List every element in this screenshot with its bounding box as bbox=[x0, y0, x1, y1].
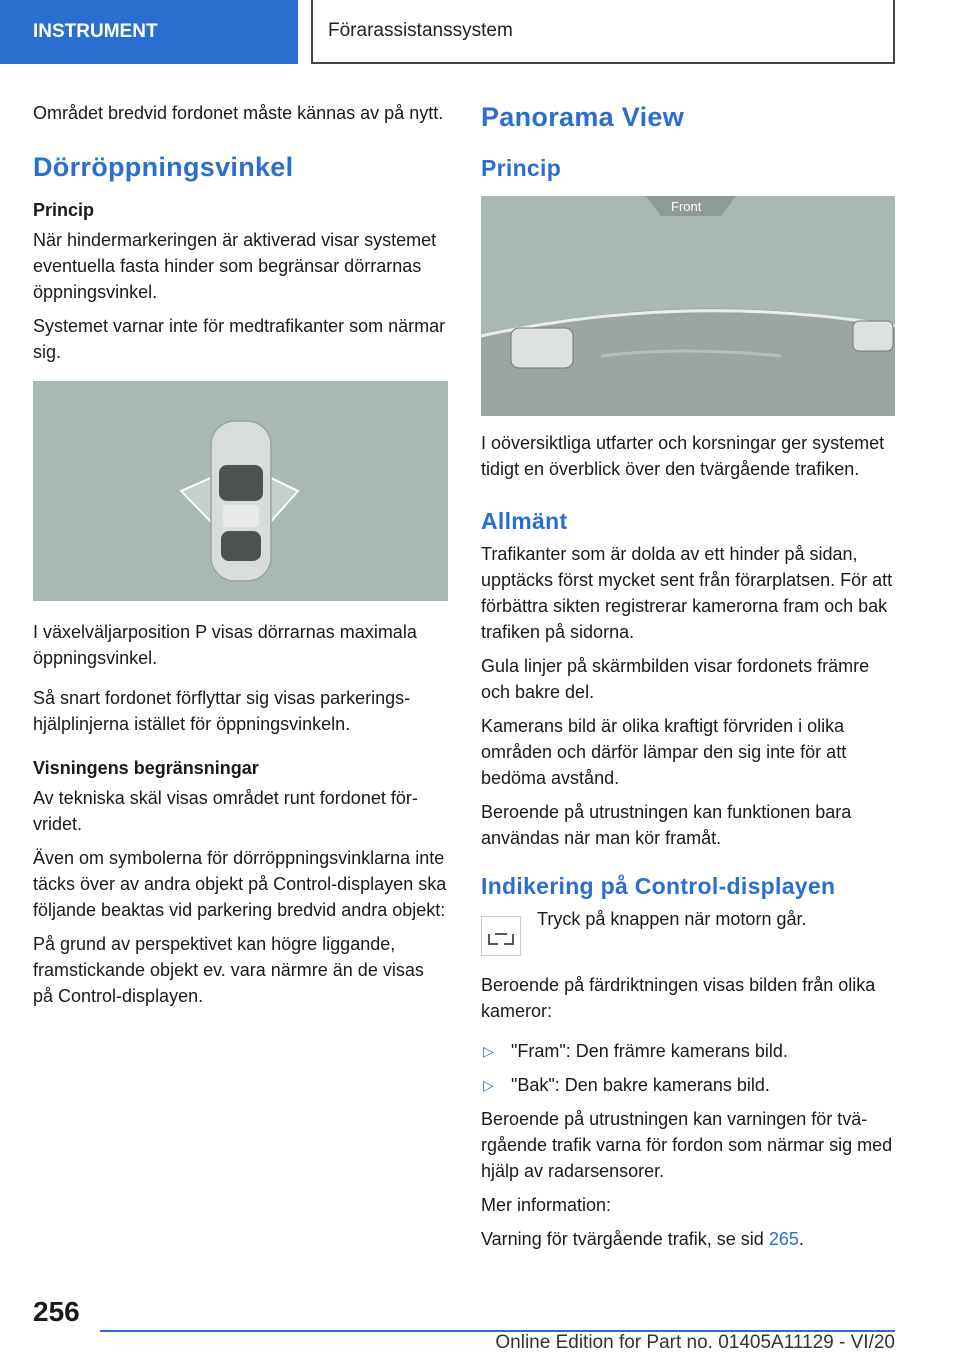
panorama-figure bbox=[481, 196, 895, 416]
left-column bbox=[33, 100, 448, 1017]
heading-panorama: Panorama View bbox=[481, 102, 684, 132]
paragraph: Gula linjer på skärmbilden visar fordonets främre och bakre del. bbox=[481, 656, 870, 702]
paragraph: Beroende på utrustningen kan funktionen bara användas när man kör framåt. bbox=[481, 802, 852, 848]
paragraph: Trafikanter som är dolda av ett hinder på sidan, upptäcks först mycket sent från förarplatsen. För att förbättra sikten registrerar kamerorna fram och bak trafiken på sidorna. bbox=[481, 544, 893, 642]
paragraph: Mer information: bbox=[481, 1195, 612, 1215]
paragraph: På grund av perspektivet kan högre liggande, framstickande objekt ev. vara närmre än de visas på Control-displayen. bbox=[33, 934, 424, 1006]
edition-text: Online Edition for Part no. 01405A11129 - VI/20 bbox=[495, 1332, 895, 1353]
chapter-title: Förarassistanssystem bbox=[328, 20, 513, 41]
intro-text: Området bredvid fordonet måste kännas av på nytt. bbox=[33, 103, 444, 123]
paragraph: Så snart fordonet förflyttar sig visas parkeringshjälplinjerna istället för öppningsvinkeln. bbox=[33, 688, 411, 734]
car-top-view-icon bbox=[33, 381, 448, 601]
heading-general: Allmänt bbox=[481, 508, 568, 534]
list-item bbox=[481, 1038, 895, 1064]
heading-principle: Princip bbox=[33, 200, 95, 220]
front-label: Front bbox=[671, 199, 702, 214]
chapter-header bbox=[311, 0, 895, 64]
paragraph: Systemet varnar inte för medtrafikanter som närmar sig. bbox=[33, 316, 446, 362]
paragraph: Beroende på utrustningen kan varningen för tvärgående trafik varna för fordon som närmar sig med hjälp av radarsensorer. bbox=[481, 1109, 893, 1181]
page-number: 256 bbox=[33, 1296, 80, 1327]
paragraph: I växelväljarposition P visas dörrarnas maximala öppningsvinkel. bbox=[33, 622, 417, 668]
camera-button-icon bbox=[481, 916, 521, 956]
bullet-text: "Bak": Den bakre kamerans bild. bbox=[511, 1075, 770, 1095]
right-column bbox=[481, 100, 895, 1260]
heading-principle-right: Princip bbox=[481, 155, 562, 181]
section-label: INSTRUMENT bbox=[33, 21, 158, 42]
paragraph: Även om symbolerna för dörröppningsvinklarna inte täcks över av andra objekt på Control-displayen ska följande beaktas vid parkering bredvid andra objekt: bbox=[33, 848, 447, 920]
page-link[interactable]: 265 bbox=[768, 1229, 799, 1249]
paragraph: I oöversiktliga utfarter och korsningar ger systemet tidigt en överblick över den tvärgående trafiken. bbox=[481, 433, 885, 479]
reference-text: Varning för tvärgående trafik, se sid bbox=[481, 1229, 769, 1249]
paragraph: Beroende på färdriktningen visas bilden från olika kameror: bbox=[481, 975, 876, 1021]
heading-door-angle: Dörröppningsvinkel bbox=[33, 152, 294, 182]
paragraph: Av tekniska skäl visas området runt fordonet förvridet. bbox=[33, 788, 418, 834]
panorama-camera-icon bbox=[481, 196, 895, 416]
reference-end: . bbox=[798, 1229, 804, 1249]
door-angle-figure bbox=[33, 381, 448, 601]
heading-display: Indikering på Control-displayen bbox=[481, 873, 836, 899]
bullet-arrow-icon: ▷ bbox=[483, 1077, 494, 1093]
heading-limits: Visningens begränsningar bbox=[33, 758, 259, 778]
bullet-arrow-icon: ▷ bbox=[483, 1043, 494, 1059]
paragraph: När hindermarkeringen är aktiverad visar systemet eventuella fasta hinder som begränsar dörrarnas öppningsvinkel. bbox=[33, 230, 437, 302]
list-item bbox=[481, 1072, 895, 1098]
bullet-text: "Fram": Den främre kamerans bild. bbox=[511, 1041, 788, 1061]
paragraph-with-link bbox=[481, 1226, 895, 1252]
paragraph: Tryck på knappen när motorn går. bbox=[537, 909, 807, 929]
paragraph: Kamerans bild är olika kraftigt förvriden i olika områden och därför lämpar den sig inte för att bedöma avstånd. bbox=[481, 716, 847, 788]
section-tab bbox=[0, 0, 298, 64]
button-instruction bbox=[481, 906, 895, 956]
